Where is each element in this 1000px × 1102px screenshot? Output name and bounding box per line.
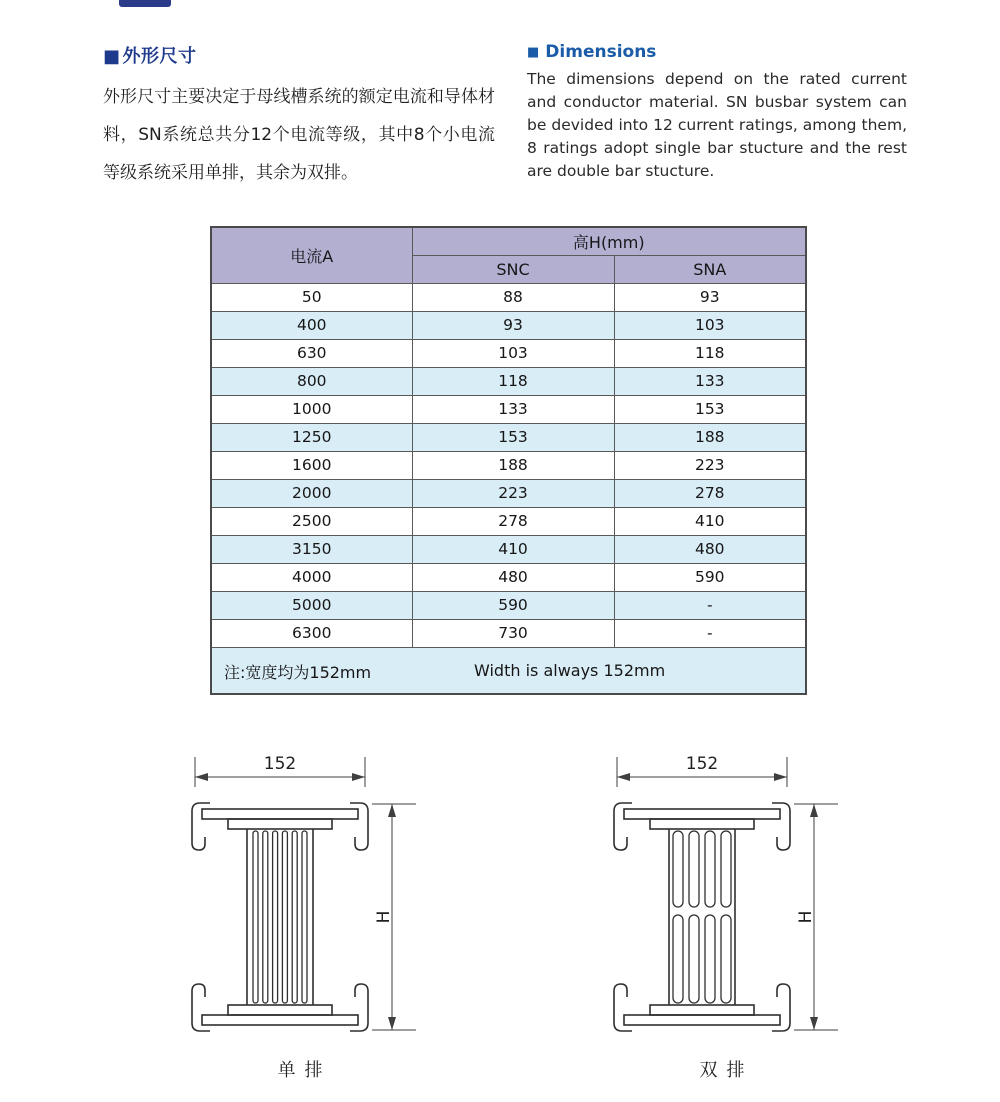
table-cell: 1600 <box>211 451 412 479</box>
note-chinese: 注:宽度均为152mm <box>224 662 372 682</box>
table-cell: 223 <box>614 451 806 479</box>
table-row <box>211 339 806 367</box>
single-bar-label: 单排 <box>277 1060 332 1081</box>
chinese-heading-text: 外形尺寸 <box>122 46 197 67</box>
note-english: Width is always 152mm <box>474 660 666 680</box>
english-section-heading <box>527 42 907 62</box>
english-section <box>527 42 907 183</box>
height-dimension <box>794 804 838 1030</box>
table-cell: 410 <box>614 507 806 535</box>
table-cell: 6300 <box>211 619 412 647</box>
table-cell: 4000 <box>211 563 412 591</box>
current-column-header: 电流A <box>211 227 412 283</box>
square-bullet-icon: ■ <box>527 45 540 60</box>
table-row <box>211 395 806 423</box>
table-cell: 118 <box>412 367 614 395</box>
table-cell: 133 <box>412 395 614 423</box>
width-value-label: 152 <box>685 754 719 774</box>
snc-column-header: SNC <box>412 255 614 283</box>
table-cell: 133 <box>614 367 806 395</box>
table-cell: 118 <box>614 339 806 367</box>
chinese-body-text: 外形尺寸主要决定于母线槽系统的额定电流和导体材料，SN系统总共分12个电流等级，其中8个小电流等级系统采用单排，其余为双排。 <box>103 87 495 183</box>
table-cell: 93 <box>412 311 614 339</box>
table-row <box>211 283 806 311</box>
table-cell: 480 <box>412 563 614 591</box>
table-cell: 2500 <box>211 507 412 535</box>
table-cell: 1000 <box>211 395 412 423</box>
busbar-top-flange <box>614 803 790 850</box>
height-value-label: H <box>796 910 816 924</box>
table-cell: 5000 <box>211 591 412 619</box>
english-body-text: The dimensions depend on the rated current and conductor material. SN busbar system can be devided into 12 current ratings, among them, 8 ratings adopt single bar stucture and the rest are double bar stucture. <box>527 70 907 180</box>
table-row <box>211 619 806 647</box>
table-cell: 630 <box>211 339 412 367</box>
double-bar-label: 双排 <box>699 1060 754 1081</box>
height-dimension <box>372 804 416 1030</box>
table-cell: 590 <box>412 591 614 619</box>
width-dimension <box>195 754 365 787</box>
table-cell: - <box>614 619 806 647</box>
square-bullet-icon: ■ <box>103 46 121 67</box>
single-bar-drawing <box>150 747 450 1047</box>
table-cell: 223 <box>412 479 614 507</box>
sna-column-header: SNA <box>614 255 806 283</box>
table-cell: 480 <box>614 535 806 563</box>
table-row <box>211 311 806 339</box>
height-value-label: H <box>374 910 394 924</box>
double-bar-ribs <box>673 831 731 1003</box>
page-top-tab-decoration <box>119 0 171 7</box>
table-cell: 153 <box>614 395 806 423</box>
table-row <box>211 367 806 395</box>
table-cell: 188 <box>412 451 614 479</box>
table-cell: 730 <box>412 619 614 647</box>
chinese-section <box>103 42 495 192</box>
table-cell: 2000 <box>211 479 412 507</box>
single-bar-ribs <box>253 831 307 1003</box>
table-header <box>211 227 806 283</box>
table-cell: 278 <box>412 507 614 535</box>
table-cell: - <box>614 591 806 619</box>
double-bar-drawing <box>572 747 872 1047</box>
table-row <box>211 507 806 535</box>
single-bar-diagram <box>150 747 450 1082</box>
table-row <box>211 423 806 451</box>
english-heading-text: Dimensions <box>545 42 657 62</box>
table-cell: 88 <box>412 283 614 311</box>
table-note-row <box>211 647 806 694</box>
table-cell: 3150 <box>211 535 412 563</box>
table-cell: 50 <box>211 283 412 311</box>
double-bar-diagram <box>572 747 872 1082</box>
table-cell: 93 <box>614 283 806 311</box>
table-cell: 103 <box>412 339 614 367</box>
table-row <box>211 451 806 479</box>
table-body <box>211 283 806 647</box>
table-cell: 188 <box>614 423 806 451</box>
height-group-header: 高H(mm) <box>412 227 806 255</box>
table-row <box>211 535 806 563</box>
width-dimension <box>617 754 787 787</box>
table-cell: 800 <box>211 367 412 395</box>
table-cell: 410 <box>412 535 614 563</box>
table-cell: 1250 <box>211 423 412 451</box>
table-cell: 278 <box>614 479 806 507</box>
table-row <box>211 479 806 507</box>
dimensions-table <box>210 226 807 695</box>
table-cell: 153 <box>412 423 614 451</box>
table-row <box>211 591 806 619</box>
table-cell: 590 <box>614 563 806 591</box>
table-cell: 400 <box>211 311 412 339</box>
chinese-section-heading <box>103 42 495 68</box>
width-value-label: 152 <box>263 754 297 774</box>
table-footer <box>211 647 806 694</box>
table-cell: 103 <box>614 311 806 339</box>
table-row <box>211 563 806 591</box>
busbar-top-flange <box>192 803 368 850</box>
